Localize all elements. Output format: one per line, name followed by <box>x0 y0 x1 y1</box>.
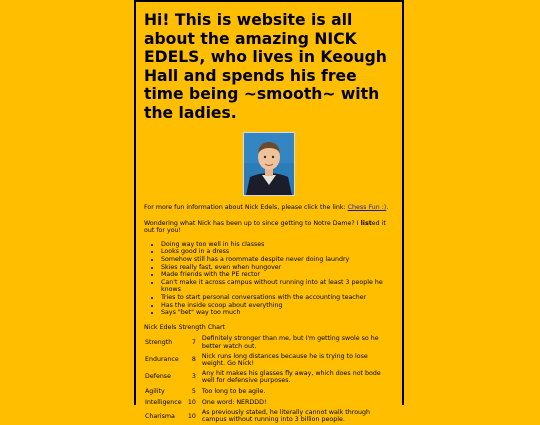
table-row <box>144 408 394 425</box>
activities-list <box>144 241 394 317</box>
list-item: • Looks good in a dress <box>161 248 394 256</box>
portrait-photo-icon <box>243 132 295 196</box>
stat-value: 3 <box>191 373 196 381</box>
stat-description: As previously stated, he literally cannot walk through campus without running into 3 billion people. <box>201 408 371 424</box>
list-item: • Can't make it across campus without running into at least 3 people he knows <box>161 279 394 294</box>
strength-chart-title: Nick Edels Strength Chart <box>144 323 225 331</box>
list-item: • Says "bet" way too much <box>161 309 394 317</box>
page-container <box>134 0 404 424</box>
table-row <box>144 369 394 386</box>
stat-value: 7 <box>191 339 196 347</box>
list-item: • Made friends with the PE rector <box>161 271 394 279</box>
stat-value: 10 <box>187 412 196 420</box>
wondering-bold: list <box>360 219 372 227</box>
stat-value: 5 <box>191 387 196 395</box>
stat-name: Intelligence <box>145 398 182 406</box>
table-row <box>144 352 394 369</box>
stat-description: One word: NERDDD! <box>201 398 267 406</box>
stat-description: Nick runs long distances because he is trying to lose weight. Go Nick! <box>201 352 368 368</box>
stat-name: Endurance <box>145 356 179 364</box>
wondering-before: Wondering what Nick has been up to since getting to Notre Dame? I <box>144 219 361 227</box>
stat-name: Agility <box>145 387 165 395</box>
table-row <box>144 334 394 351</box>
info-paragraph <box>144 204 394 212</box>
list-item: • Skies really fast, even when hungover <box>161 264 394 272</box>
stat-name: Charisma <box>145 412 175 420</box>
table-row <box>144 397 394 408</box>
chess-fun-link[interactable]: Chess Fun :) <box>347 204 387 211</box>
wondering-after: ed it out for you! <box>144 219 386 235</box>
list-item: • Somehow still has a roommate despite never doing laundry <box>161 256 394 264</box>
strength-table <box>144 334 394 425</box>
stat-description: Any hit makes his glasses fly away, which does not bode well for defensive purposes. <box>201 369 381 385</box>
page-headline: Hi! This is website is all about the amazing NICK EDELS, who lives in Keough Hall and spends his free time being ~smooth~ with the ladies. <box>144 11 387 122</box>
list-item: • Doing way too well in his classes <box>161 241 394 249</box>
stat-name: Defense <box>145 373 171 381</box>
stat-value: 10 <box>187 398 196 406</box>
info-prefix: For more fun information about Nick Edels, please click the link: <box>144 204 348 211</box>
list-item: • Has the inside scoop about everything <box>161 302 394 310</box>
wondering-paragraph <box>144 220 394 235</box>
stat-description: Too long to be agile. <box>201 387 266 395</box>
photo-container <box>144 132 394 198</box>
table-row <box>144 386 394 397</box>
info-suffix: . <box>386 204 389 211</box>
stat-description: Definitely stronger than me, but I'm getting swole so he better watch out. <box>201 335 379 350</box>
list-item: • Tries to start personal conversations with the accounting teacher <box>161 294 394 302</box>
stat-name: Strength <box>145 339 173 347</box>
stat-value: 8 <box>191 356 196 364</box>
